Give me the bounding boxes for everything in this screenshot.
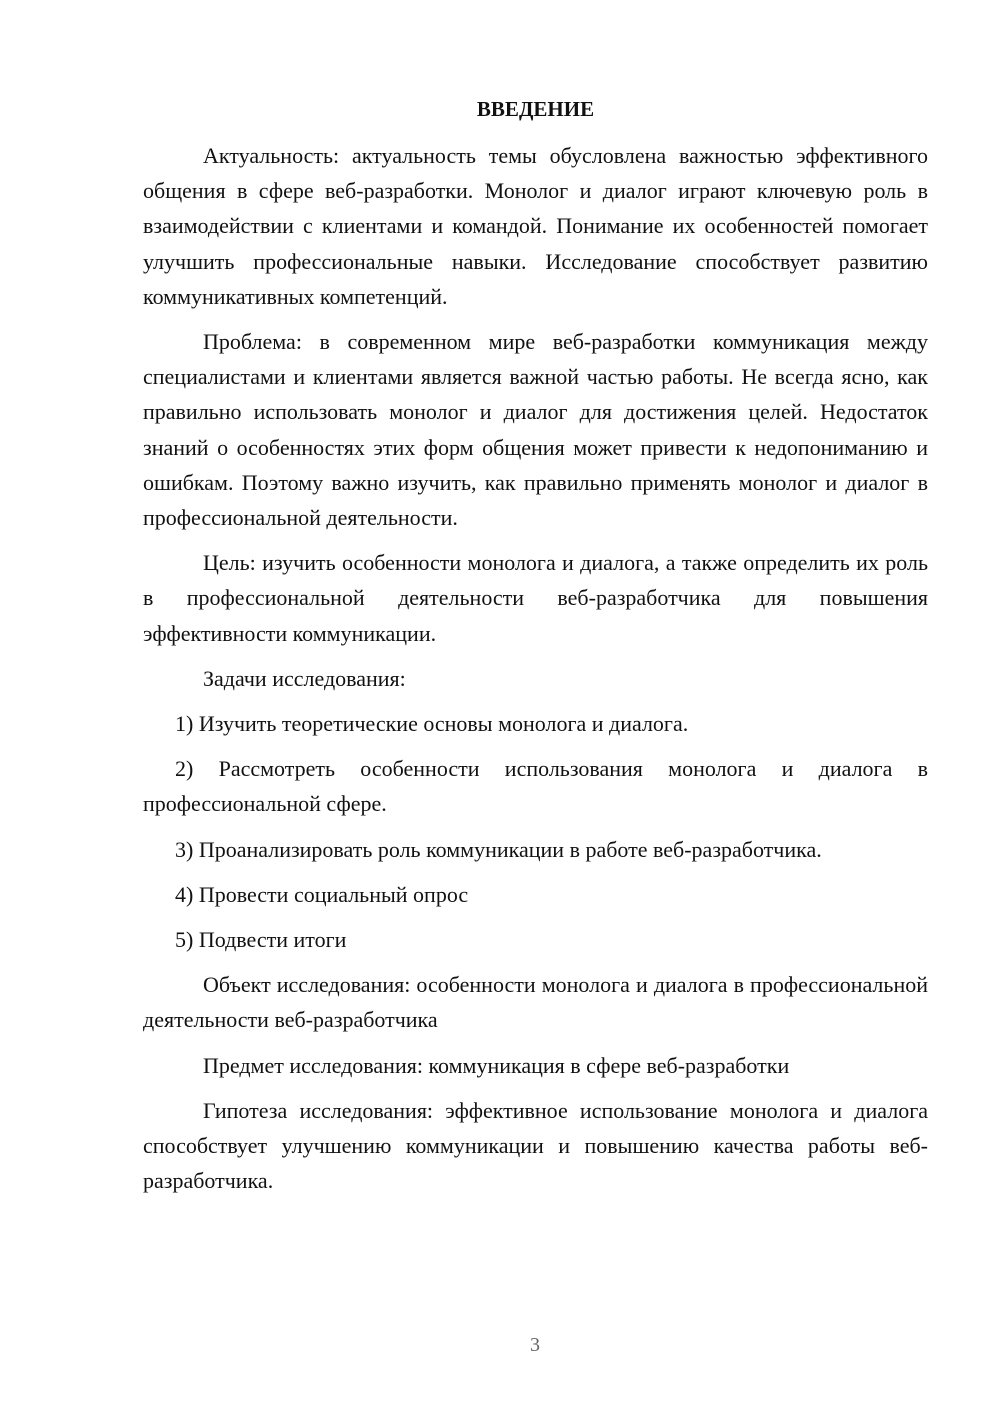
document-page [143, 92, 928, 1208]
paragraph-object: Объект исследования: особенности монолога и диалога в профессиональной деятельности веб-разработчика [143, 972, 928, 1033]
page-number: 3 [530, 1334, 540, 1356]
section-title: ВВЕДЕНИЕ [476, 97, 595, 121]
task-item-3: 3) Проанализировать роль коммуникации в работе веб-разработчика. [175, 836, 822, 862]
task-item-5: 5) Подвести итоги [175, 927, 347, 953]
task-item-1: 1) Изучить теоретические основы монолога и диалога. [175, 711, 689, 737]
tasks-heading: Задачи исследования: [203, 665, 406, 691]
paragraph-relevance: Актуальность: актуальность темы обусловлена важностью эффективного общения в сфере веб-разработки. Монолог и диалог играют ключевую роль в взаимодействии с клиентами и командой. Понимание их особенностей помогает улучшить профессиональные навыки. Исследование способствует развитию коммуникативных компетенций. [143, 143, 928, 309]
paragraph-problem: Проблема: в современном мире веб-разработки коммуникация между специалистами и клиентами является важной частью работы. Не всегда ясно, как правильно использовать монолог и диалог для достижения целей. Недостаток знаний о особенностях этих форм общения может привести к недопониманию и ошибкам. Поэтому важно изучить, как правильно применять монолог и диалог в профессиональной деятельности. [143, 329, 928, 531]
paragraph-subject: Предмет исследования: коммуникация в сфере веб-разработки [203, 1052, 790, 1078]
paragraph-goal: Цель: изучить особенности монолога и диалога, а также определить их роль в профессиональной деятельности веб-разработчика для повышения эффективности коммуникации. [143, 550, 928, 646]
task-item-4: 4) Провести социальный опрос [175, 881, 469, 907]
paragraph-hypothesis: Гипотеза исследования: эффективное использование монолога и диалога способствует улучшению коммуникации и повышению качества работы веб-разработчика. [143, 1097, 928, 1194]
task-item-2: 2) Рассмотреть особенности использования монолога и диалога в профессиональной сфере. [143, 756, 928, 817]
